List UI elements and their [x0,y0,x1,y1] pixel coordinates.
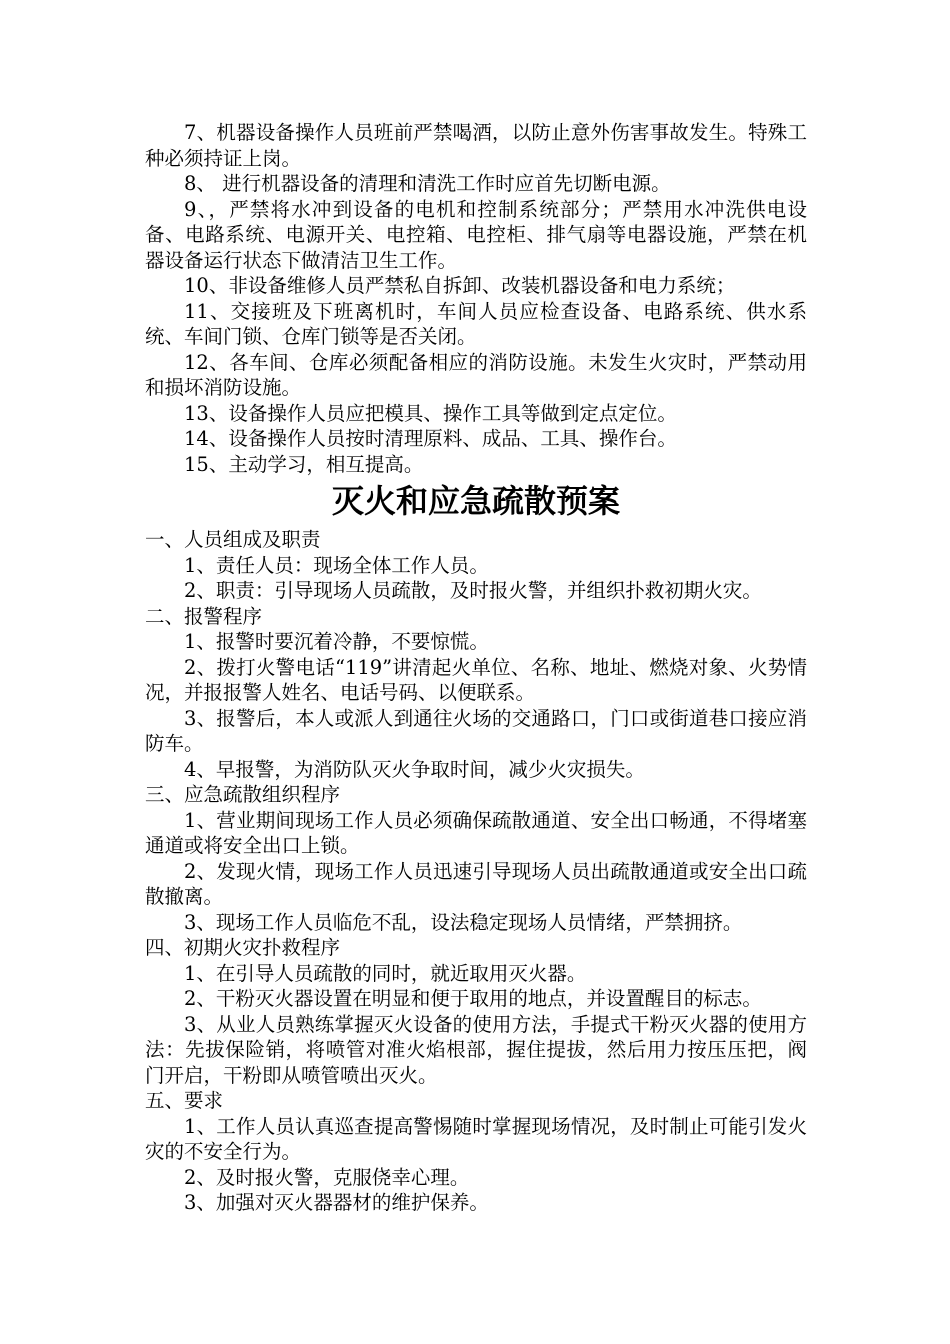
section-item: 4、早报警，为消防队灭火争取时间，减少火灾损失。 [184,757,645,781]
section-item: 2、发现火情，现场工作人员迅速引导现场人员出疏散通道或安全出口疏散撤离。 [145,859,807,908]
rule-item: 11、交接班及下班离机时，车间人员应检查设备、电路系统、供水系统、车间门锁、仓库门锁等是否关闭。 [145,299,807,348]
section-item: 3、报警后，本人或派人到通往火场的交通路口，门口或街道巷口接应消防车。 [145,706,807,755]
rules-list [145,120,807,477]
rule-item: 8、 进行机器设备的清理和清洗工作时应首先切断电源。 [184,172,671,195]
section-heading: 五、要求 [145,1089,224,1112]
section-heading: 四、初期火灾扑救程序 [145,936,341,959]
section-item: 2、干粉灭火器设置在明显和便于取用的地点，并设置醒目的标志。 [184,987,762,1010]
section-item: 1、报警时要沉着冷静，不要惊慌。 [184,630,489,653]
rule-item: 7、机器设备操作人员班前严禁喝酒，以防止意外伤害事故发生。特殊工种必须持证上岗。 [145,121,807,170]
document-title: 灭火和应急疏散预案 [331,482,620,520]
section-heading: 二、报警程序 [145,604,263,628]
rule-item: 12、各车间、仓库必须配备相应的消防设施。未发生火灾时，严禁动用和损坏消防设施。 [145,350,807,399]
section-requirements [145,1088,807,1216]
rule-item: 9、，严禁将水冲到设备的电机和控制系统部分；严禁用水冲洗供电设备、电路系统、电源开关、电控箱、电控柜、排气扇等电器设施，严禁在机器设备运行状态下做清洁卫生工作。 [145,197,807,272]
section-evacuation [145,782,807,935]
section-personnel [145,527,807,604]
rule-item: 14、设备操作人员按时清理原料、成品、工具、操作台。 [184,427,677,450]
section-item: 3、加强对灭火器器材的维护保养。 [184,1191,489,1214]
section-alarm [145,604,807,783]
document-page [145,120,807,1216]
section-item: 1、工作人员认真巡查提高警惕随时掌握现场情况，及时制止可能引发火灾的不安全行为。 [145,1114,807,1163]
section-item: 2、拨打火警电话“119”讲清起火单位、名称、地址、燃烧对象、火势情况，并报报警人姓名、电话号码、以便联系。 [145,655,807,704]
section-item: 3、从业人员熟练掌握灭火设备的使用方法，手提式干粉灭火器的使用方法：先拔保险销，将喷管对准火焰根部，握住提拔，然后用力按压压把，阀门开启，干粉即从喷管喷出灭火。 [145,1012,807,1087]
section-item: 2、及时报火警，克服侥幸心理。 [184,1165,470,1189]
section-firefighting [145,935,807,1088]
section-heading: 三、应急疏散组织程序 [145,783,341,806]
rule-item: 15、主动学习，相互提高。 [184,452,424,476]
section-item: 1、责任人员：现场全体工作人员。 [184,553,489,577]
section-item: 2、职责：引导现场人员疏散，及时报火警，并组织扑救初期火灾。 [184,579,762,602]
rule-item: 10、非设备维修人员严禁私自拆卸、改装机器设备和电力系统； [184,274,736,297]
rule-item: 13、设备操作人员应把模具、操作工具等做到定点定位。 [184,401,677,425]
section-item: 1、营业期间现场工作人员必须确保疏散通道、安全出口畅通，不得堵塞通道或将安全出口上锁。 [145,808,807,857]
section-item: 3、现场工作人员临危不乱，设法稳定现场人员情绪，严禁拥挤。 [184,910,743,934]
section-heading: 一、人员组成及职责 [145,528,321,551]
section-item: 1、在引导人员疏散的同时，就近取用灭火器。 [184,961,587,985]
